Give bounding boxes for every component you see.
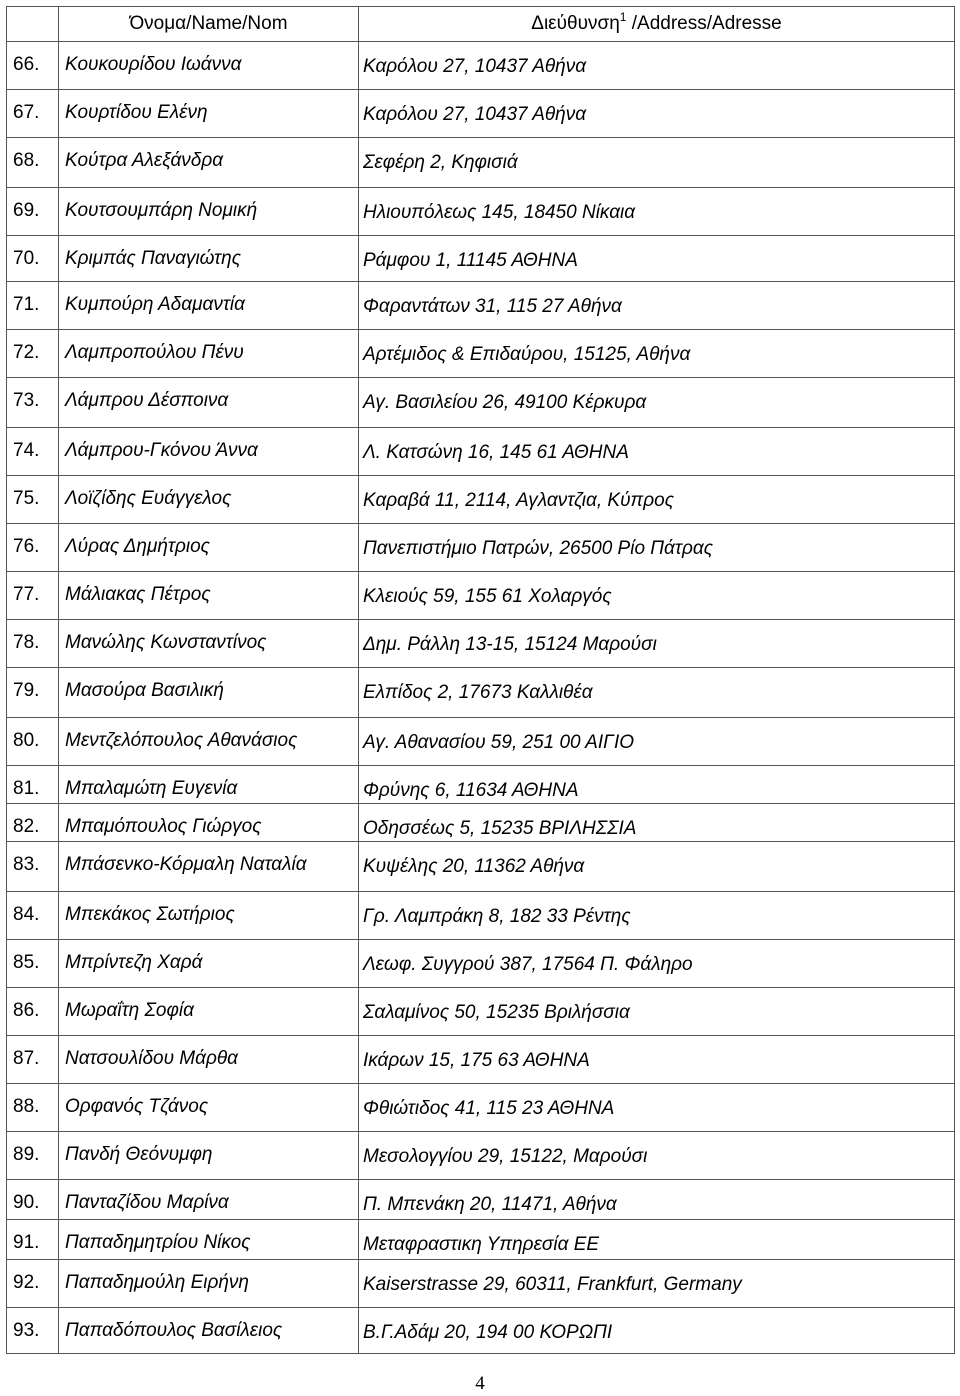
header-row [7, 7, 955, 42]
header-address-rest: /Address/Adresse [626, 13, 782, 34]
row-name: Μάλιακας Πέτρος [59, 572, 359, 620]
row-name: Μανώλης Κωνσταντίνος [59, 620, 359, 668]
row-address: Φαραντάτων 31, 115 27 Αθήνα [359, 282, 955, 330]
row-name: Μπεκάκος Σωτήριος [59, 892, 359, 940]
row-name: Νατσουλίδου Μάρθα [59, 1036, 359, 1084]
table-row [7, 524, 955, 572]
row-name: Μπαμόπουλος Γιώργος [59, 804, 359, 842]
row-address: Γρ. Λαμπράκη 8, 182 33 Ρέντης [359, 892, 955, 940]
row-number: 81. [7, 766, 59, 804]
header-address-footnote: 1 [619, 10, 627, 24]
row-address: Αρτέμιδος & Επιδαύρου, 15125, Αθήνα [359, 330, 955, 378]
row-address: Ικάρων 15, 175 63 ΑΘΗΝΑ [359, 1036, 955, 1084]
header-address [359, 7, 955, 42]
row-address: Πανεπιστήμιο Πατρών, 26500 Ρίο Πάτρας [359, 524, 955, 572]
table-row [7, 1220, 955, 1260]
row-number: 70. [7, 236, 59, 282]
row-address: Kaiserstrasse 29, 60311, Frankfurt, Germany [359, 1260, 955, 1308]
row-number: 78. [7, 620, 59, 668]
row-number: 72. [7, 330, 59, 378]
row-address: Σεφέρη 2, Κηφισιά [359, 138, 955, 188]
row-address: Καρόλου 27, 10437 Αθήνα [359, 90, 955, 138]
row-name: Κριμπάς Παναγιώτης [59, 236, 359, 282]
row-number: 84. [7, 892, 59, 940]
row-address: Φρύνης 6, 11634 ΑΘΗΝΑ [359, 766, 955, 804]
row-name: Μπρίντεζη Χαρά [59, 940, 359, 988]
row-number: 69. [7, 188, 59, 236]
table-row [7, 1180, 955, 1220]
row-name: Κούτρα Αλεξάνδρα [59, 138, 359, 188]
row-number: 86. [7, 988, 59, 1036]
table-row [7, 1260, 955, 1308]
row-number: 82. [7, 804, 59, 842]
table-row [7, 138, 955, 188]
table-row [7, 282, 955, 330]
row-number: 71. [7, 282, 59, 330]
row-address: Αγ. Αθανασίου 59, 251 00 ΑΙΓΙΟ [359, 718, 955, 766]
table-row [7, 428, 955, 476]
row-name: Πανταζίδου Μαρίνα [59, 1180, 359, 1220]
table-row [7, 188, 955, 236]
row-name: Λοϊζίδης Ευάγγελος [59, 476, 359, 524]
row-name: Ορφανός Τζάνος [59, 1084, 359, 1132]
row-name: Παπαδόπουλος Βασίλειος [59, 1308, 359, 1354]
row-address: Κυψέλης 20, 11362 Αθήνα [359, 842, 955, 892]
row-address: Μεσολογγίου 29, 15122, Μαρούσι [359, 1132, 955, 1180]
row-name: Μπάσενκο-Κόρμαλη Ναταλία [59, 842, 359, 892]
row-address: Οδησσέως 5, 15235 ΒΡΙΛΗΣΣΙΑ [359, 804, 955, 842]
row-number: 83. [7, 842, 59, 892]
row-number: 91. [7, 1220, 59, 1260]
row-address: Φθιώτιδος 41, 115 23 ΑΘΗΝΑ [359, 1084, 955, 1132]
row-address: Δημ. Ράλλη 13-15, 15124 Μαρούσι [359, 620, 955, 668]
row-number: 89. [7, 1132, 59, 1180]
row-number: 90. [7, 1180, 59, 1220]
row-name: Μεντζελόπουλος Αθανάσιος [59, 718, 359, 766]
row-number: 68. [7, 138, 59, 188]
table-row [7, 1084, 955, 1132]
row-number: 85. [7, 940, 59, 988]
row-number: 75. [7, 476, 59, 524]
row-name: Κουρτίδου Ελένη [59, 90, 359, 138]
row-address: Ηλιουπόλεως 145, 18450 Νίκαια [359, 188, 955, 236]
row-name: Κουτσουμπάρη Νομική [59, 188, 359, 236]
row-address: Λεωφ. Συγγρού 387, 17564 Π. Φάληρο [359, 940, 955, 988]
row-number: 74. [7, 428, 59, 476]
table-row [7, 620, 955, 668]
table-row [7, 668, 955, 718]
row-number: 80. [7, 718, 59, 766]
row-name: Λαμπροπούλου Πένυ [59, 330, 359, 378]
header-address-label: Διεύθυνση [531, 13, 620, 34]
table-row [7, 988, 955, 1036]
row-address: Ράμφου 1, 11145 ΑΘΗΝΑ [359, 236, 955, 282]
table-row [7, 90, 955, 138]
row-address: Κλειούς 59, 155 61 Χολαργός [359, 572, 955, 620]
row-address: Καραβά 11, 2114, Αγλαντζια, Κύπρος [359, 476, 955, 524]
row-name: Μασούρα Βασιλική [59, 668, 359, 718]
page-number: 4 [475, 1373, 485, 1394]
row-name: Κουκουρίδου Ιωάννα [59, 42, 359, 90]
table-row [7, 804, 955, 842]
table-row [7, 1036, 955, 1084]
table-row [7, 572, 955, 620]
table-row [7, 1132, 955, 1180]
table-row [7, 892, 955, 940]
row-name: Μπαλαμώτη Ευγενία [59, 766, 359, 804]
row-number: 73. [7, 378, 59, 428]
row-address: Λ. Κατσώνη 16, 145 61 ΑΘΗΝΑ [359, 428, 955, 476]
row-name: Λύρας Δημήτριος [59, 524, 359, 572]
table-header [7, 7, 955, 42]
row-number: 93. [7, 1308, 59, 1354]
header-number-cell [7, 7, 59, 42]
table-row [7, 718, 955, 766]
address-table [6, 6, 955, 1354]
row-number: 87. [7, 1036, 59, 1084]
table-row [7, 842, 955, 892]
row-name: Παπαδημούλη Ειρήνη [59, 1260, 359, 1308]
header-name: Όνομα/Name/Nom [59, 7, 359, 42]
row-number: 67. [7, 90, 59, 138]
row-number: 88. [7, 1084, 59, 1132]
table-row [7, 330, 955, 378]
row-address: Μεταφραστικη Υπηρεσία ΕΕ [359, 1220, 955, 1260]
row-name: Πανδή Θεόνυμφη [59, 1132, 359, 1180]
row-number: 92. [7, 1260, 59, 1308]
row-number: 76. [7, 524, 59, 572]
table-row [7, 766, 955, 804]
row-name: Κυμπούρη Αδαμαντία [59, 282, 359, 330]
row-address: Καρόλου 27, 10437 Αθήνα [359, 42, 955, 90]
table-row [7, 42, 955, 90]
row-address: Β.Γ.Αδάμ 20, 194 00 ΚΟΡΩΠΙ [359, 1308, 955, 1354]
table-row [7, 378, 955, 428]
row-number: 66. [7, 42, 59, 90]
row-name: Λάμπρου Δέσποινα [59, 378, 359, 428]
row-address: Αγ. Βασιλείου 26, 49100 Κέρκυρα [359, 378, 955, 428]
row-name: Λάμπρου-Γκόνου Άννα [59, 428, 359, 476]
table-row [7, 476, 955, 524]
row-name: Παπαδημητρίου Νίκος [59, 1220, 359, 1260]
row-name: Μωραΐτη Σοφία [59, 988, 359, 1036]
table-row [7, 940, 955, 988]
table-row [7, 1308, 955, 1354]
row-address: Π. Μπενάκη 20, 11471, Αθήνα [359, 1180, 955, 1220]
row-address: Σαλαμίνος 50, 15235 Βριλήσσια [359, 988, 955, 1036]
row-number: 79. [7, 668, 59, 718]
table-row [7, 236, 955, 282]
row-number: 77. [7, 572, 59, 620]
row-address: Ελπίδος 2, 17673 Καλλιθέα [359, 668, 955, 718]
table-body [7, 42, 955, 1354]
